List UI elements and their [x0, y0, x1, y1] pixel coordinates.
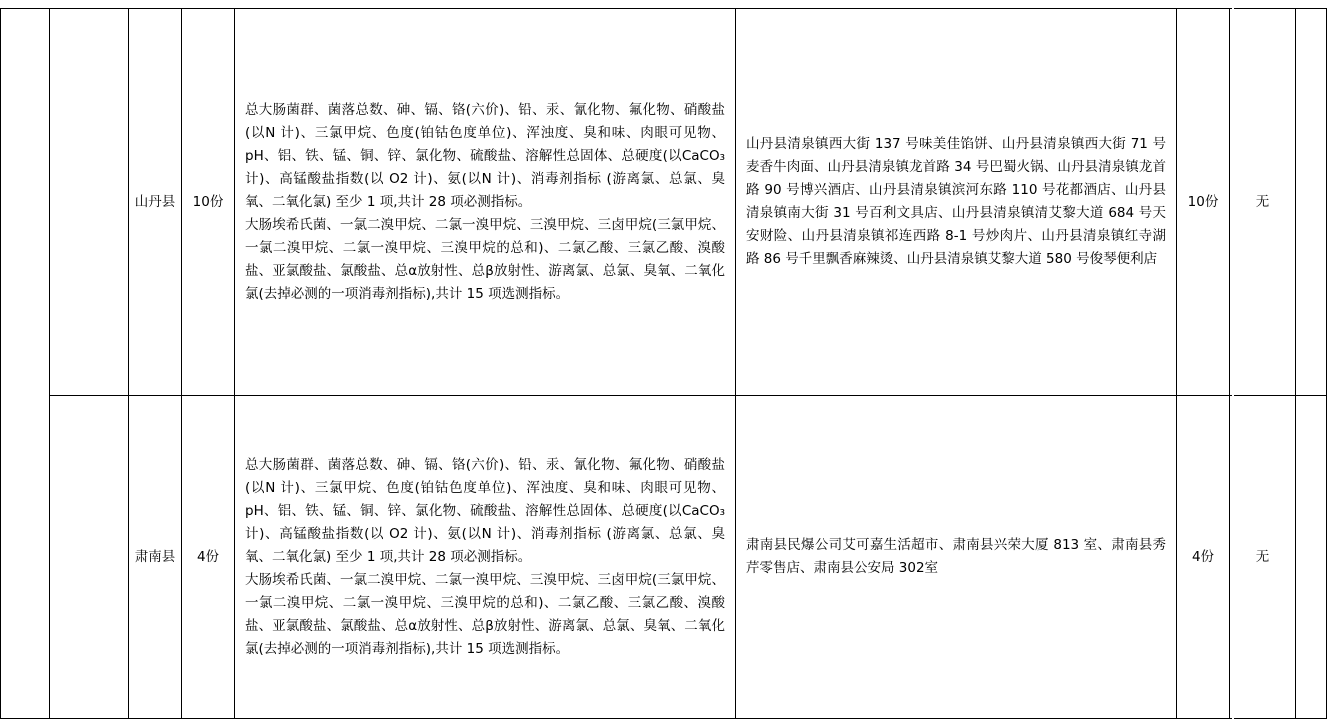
indicator-cell [235, 396, 736, 719]
merged-left-cell [1, 9, 50, 719]
optional-indicators-text: 大肠埃希氏菌、一氯二溴甲烷、二氯一溴甲烷、三溴甲烷、三卤甲烷(三氯甲烷、一氯二溴甲烷、二氯一溴甲烷、三溴甲烷的总和)、二氯乙酸、三氯乙酸、溴酸盐、亚氯酸盐、氯酸盐、总α放射性、总β放射性、游离氯、总氯、臭氧、二氧化氯(去掉必测的一项消毒剂指标),共计 15 项选测指标。 [245, 571, 725, 657]
remark-cell: 无 [1230, 396, 1296, 719]
blank-cell [1296, 9, 1327, 396]
required-indicators-text: 总大肠菌群、菌落总数、砷、镉、铬(六价)、铅、汞、氰化物、氟化物、硝酸盐(以N 计)、三氯甲烷、色度(铂钴色度单位)、浑浊度、臭和味、肉眼可见物、pH、铝、铁、锰、铜、锌、氯化物、硫酸盐、溶解性总固体、总硬度(以CaCO₃ 计)、高锰酸盐指数(以 O2 计)、氨(以N 计)、消毒剂指标 (游离氯、总氯、臭氧、二氧化氯) 至少 1 项,共计 28 项必测指标。 [245, 101, 725, 210]
county-cell: 肃南县 [129, 396, 182, 719]
sample-count-cell: 4份 [182, 396, 235, 719]
location-cell [736, 396, 1177, 719]
remark-cell: 无 [1230, 9, 1296, 396]
location-text: 山丹县清泉镇西大街 137 号味美佳馅饼、山丹县清泉镇西大街 71 号麦香牛肉面、山丹县清泉镇龙首路 34 号巴蜀火锅、山丹县清泉镇龙首路 90 号博兴酒店、山丹县清泉镇滨河东路 110 号花都酒店、山丹县清泉镇南大街 31 号百利文具店、山丹县清泉镇清艾黎大道 684 号天安财险、山丹县清泉镇祁连西路 8-1 号炒肉片、山丹县清泉镇红寺湖路 86 号千里飘香麻辣烫、山丹县清泉镇艾黎大道 580 号俊琴便利店 [746, 136, 1166, 267]
optional-indicators-text: 大肠埃希氏菌、一氯二溴甲烷、二氯一溴甲烷、三溴甲烷、三卤甲烷(三氯甲烷、一氯二溴甲烷、二氯一溴甲烷、三溴甲烷的总和)、二氯乙酸、三氯乙酸、溴酸盐、亚氯酸盐、氯酸盐、总α放射性、总β放射性、游离氯、总氯、臭氧、二氧化氯(去掉必测的一项消毒剂指标),共计 15 项选测指标。 [245, 216, 725, 302]
sampling-table [0, 8, 1327, 719]
blank-cell [1296, 396, 1327, 719]
location-cell [736, 9, 1177, 396]
count-repeat-cell: 10份 [1177, 9, 1230, 396]
indicator-cell [235, 9, 736, 396]
required-indicators-text: 总大肠菌群、菌落总数、砷、镉、铬(六价)、铅、汞、氰化物、氟化物、硝酸盐(以N 计)、三氯甲烷、色度(铂钴色度单位)、浑浊度、臭和味、肉眼可见物、pH、铝、铁、锰、铜、锌、氯化物、硫酸盐、溶解性总固体、总硬度(以CaCO₃ 计)、高锰酸盐指数(以 O2 计)、氨(以N 计)、消毒剂指标 (游离氯、总氯、臭氧、二氧化氯) 至少 1 项,共计 28 项必测指标。 [245, 456, 725, 565]
count-repeat-cell: 4份 [1177, 396, 1230, 719]
page-edge [1232, 0, 1234, 726]
location-text: 肃南县民爆公司艾可嘉生活超市、肃南县兴荣大厦 813 室、肃南县秀芹零售店、肃南县公安局 302室 [746, 537, 1166, 576]
document-table-wrapper [0, 8, 1270, 718]
sample-count-cell: 10份 [182, 9, 235, 396]
blank-cell [50, 9, 129, 396]
county-cell: 山丹县 [129, 9, 182, 396]
blank-cell [50, 396, 129, 719]
table-row [1, 396, 1327, 719]
table-row [1, 9, 1327, 396]
